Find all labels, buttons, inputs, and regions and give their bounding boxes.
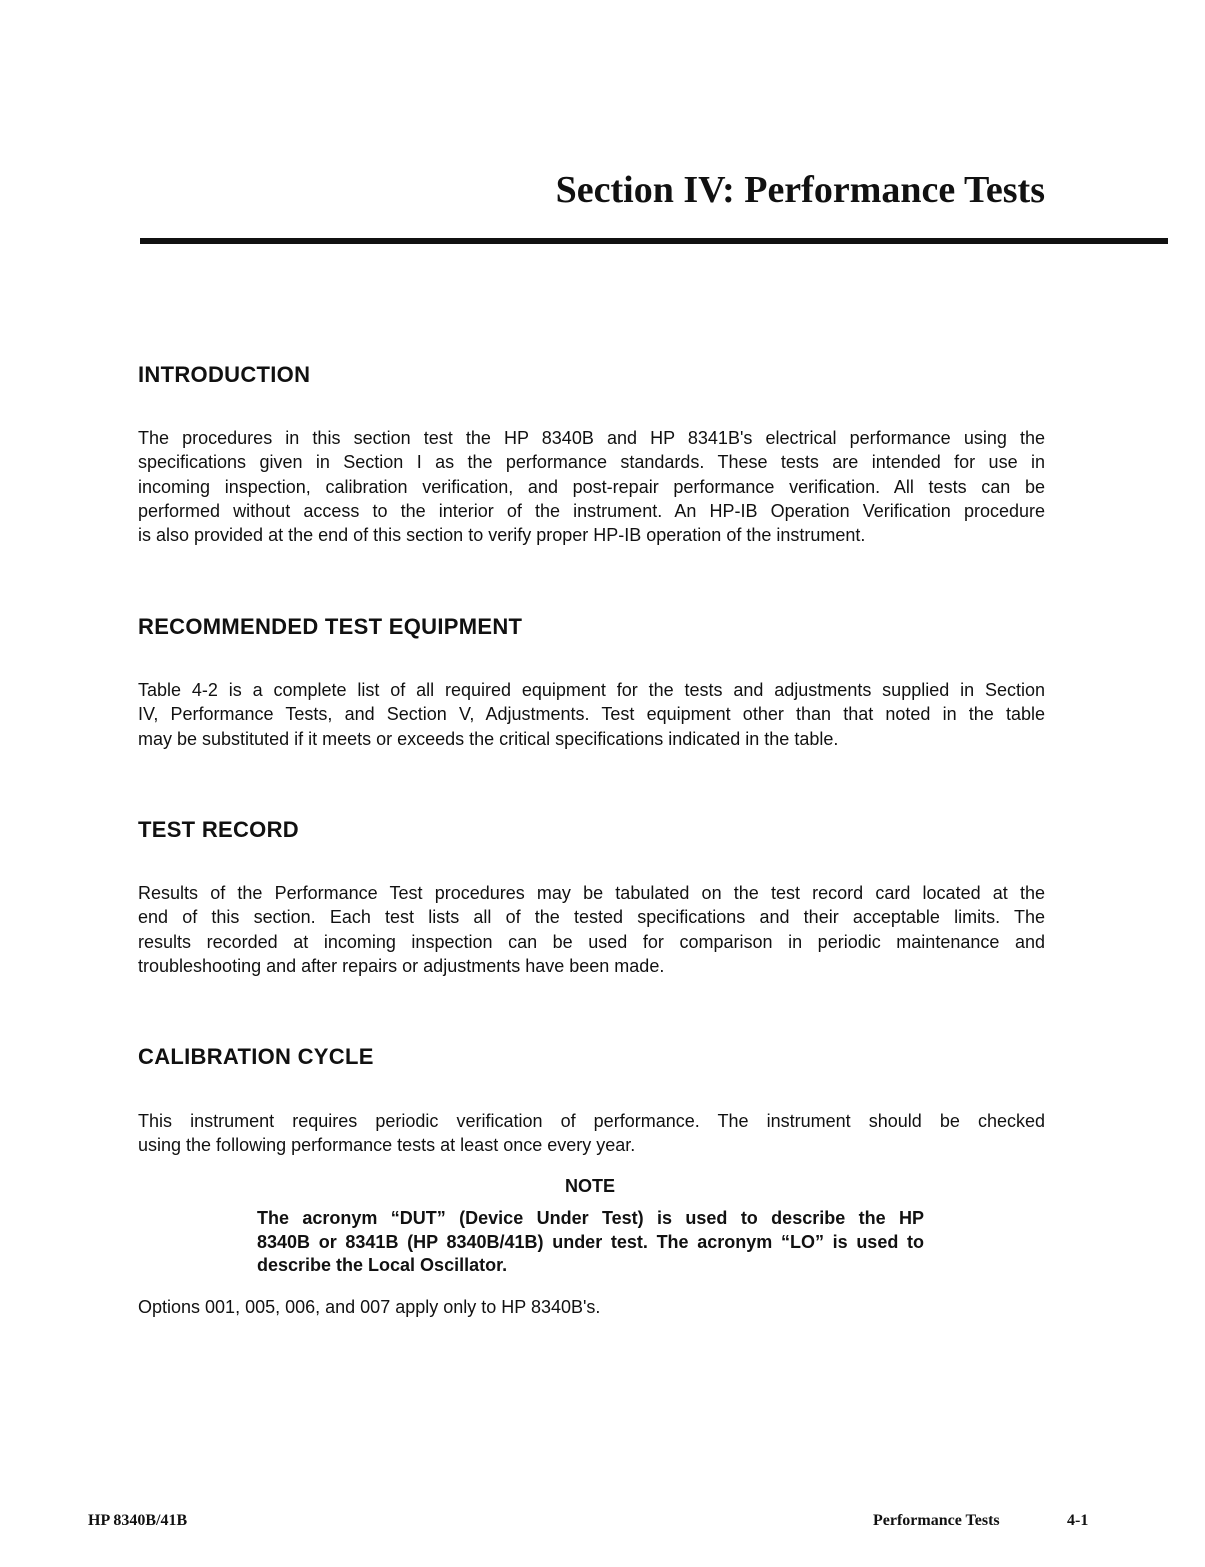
footer-section: Performance Tests — [873, 1512, 1000, 1529]
text-line: 8340B or 8341B (HP 8340B/41B) under test. The acronym “LO” is used to — [257, 1231, 924, 1252]
paragraph-recommended-test-equipment — [138, 678, 1045, 751]
text-line: is also provided at the end of this section to verify proper HP-IB operation of the instrument. — [138, 525, 866, 546]
text-line: Results of the Performance Test procedures may be tabulated on the test record card located at the — [138, 883, 1045, 903]
text-line: using the following performance tests at least once every year. — [138, 1135, 636, 1156]
text-line: describe the Local Oscillator. — [257, 1255, 508, 1276]
text-line: This instrument requires periodic verification of performance. The instrument should be checked — [138, 1111, 1045, 1131]
footer-page-number: 4-1 — [1067, 1512, 1089, 1529]
heading-recommended-test-equipment: RECOMMENDED TEST EQUIPMENT — [138, 614, 523, 639]
options-text: Options 001, 005, 006, and 007 apply only to HP 8340B's. — [138, 1297, 601, 1317]
text-line: incoming inspection, calibration verification, and post-repair performance verification. All tests can be — [138, 476, 1045, 497]
paragraph-introduction — [138, 426, 1045, 547]
text-line: results recorded at incoming inspection can be used for comparison in periodic maintenance and — [138, 931, 1045, 952]
text-line: The acronym “DUT” (Device Under Test) is used to describe the HP — [257, 1208, 924, 1228]
text-line: specifications given in Section I as the performance standards. These tests are intended for use in — [138, 452, 1045, 473]
text-line: IV, Performance Tests, and Section V, Adjustments. Test equipment other than that noted in the table — [138, 704, 1045, 725]
paragraph-calibration-cycle — [138, 1109, 1045, 1158]
note-body — [257, 1207, 924, 1278]
heading-introduction: INTRODUCTION — [138, 362, 311, 387]
heading-calibration-cycle: CALIBRATION CYCLE — [138, 1044, 374, 1069]
text-line: The procedures in this section test the HP 8340B and HP 8341B's electrical performance using the — [138, 428, 1045, 448]
text-line: Table 4-2 is a complete list of all required equipment for the tests and adjustments supplied in Section — [138, 680, 1045, 700]
footer-model: HP 8340B/41B — [88, 1512, 188, 1529]
note-title: NOTE — [564, 1176, 615, 1196]
text-line: troubleshooting and after repairs or adjustments have been made. — [138, 955, 665, 976]
text-line: may be substituted if it meets or exceeds the critical specifications indicated in the table. — [138, 728, 839, 749]
paragraph-test-record — [138, 881, 1045, 978]
heading-test-record: TEST RECORD — [138, 817, 299, 842]
text-line: performed without access to the interior of the instrument. An HP-IB Operation Verification procedure — [138, 500, 1045, 521]
title-rule — [140, 238, 1168, 244]
text-line: end of this section. Each test lists all of the tested specifications and their acceptable limits. The — [138, 907, 1045, 928]
page-title: Section IV: Performance Tests — [555, 169, 1045, 211]
